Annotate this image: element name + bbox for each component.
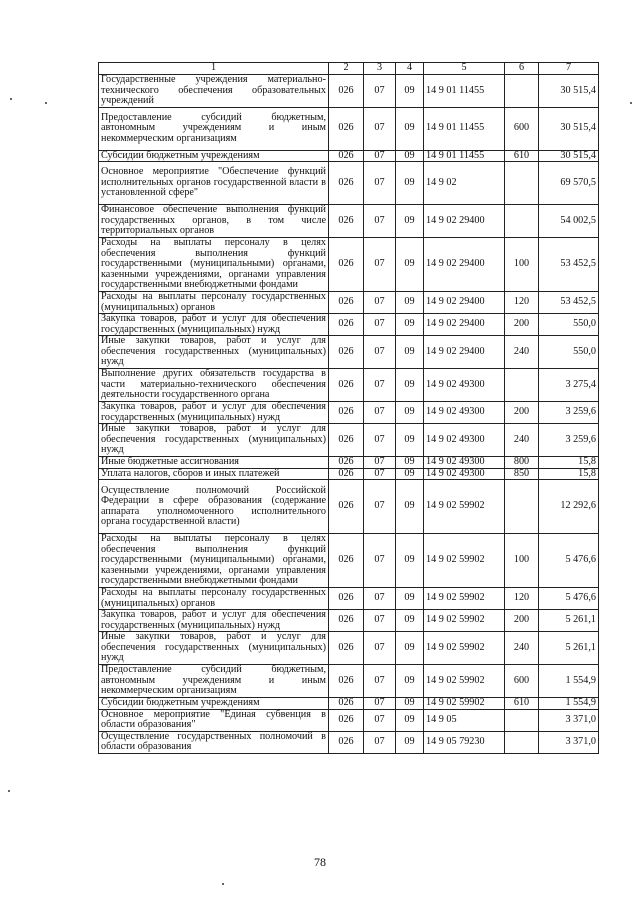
- ministry-code: 026: [329, 457, 364, 469]
- subsection-code: 09: [396, 314, 424, 336]
- row-description: Осуществление государственных полномочий в области образования: [99, 731, 329, 753]
- table-row: [99, 369, 599, 402]
- amount: 15,8: [539, 468, 599, 480]
- column-header: 6: [505, 63, 539, 75]
- row-description: Осуществление полномочий Российской Федерации в сфере образования (содержание аппарата уполномоченного исполнительного органа государственной власти): [99, 480, 329, 534]
- ministry-code: 026: [329, 731, 364, 753]
- table-row: [99, 292, 599, 314]
- table-row: [99, 731, 599, 753]
- expense-type-code: [505, 75, 539, 108]
- row-description: Расходы на выплаты персоналу в целях обеспечения выполнения функций государственными (муниципальными) органами, казенными учреждениями, органами управления государственными внебюджетными фондами: [99, 534, 329, 588]
- target-article-code: 14 9 01 11455: [424, 107, 505, 150]
- target-article-code: 14 9 02 29400: [424, 314, 505, 336]
- ministry-code: 026: [329, 610, 364, 632]
- column-header: 5: [424, 63, 505, 75]
- row-description: Закупка товаров, работ и услуг для обеспечения государственных (муниципальных) нужд: [99, 402, 329, 424]
- amount: 12 292,6: [539, 480, 599, 534]
- target-article-code: 14 9 02 49300: [424, 424, 505, 457]
- table-row: [99, 588, 599, 610]
- expense-type-code: [505, 205, 539, 238]
- section-code: 07: [364, 424, 396, 457]
- table-row: [99, 75, 599, 108]
- section-code: 07: [364, 75, 396, 108]
- page-number: 78: [314, 855, 326, 869]
- target-article-code: 14 9 01 11455: [424, 75, 505, 108]
- target-article-code: 14 9 02 29400: [424, 238, 505, 292]
- row-description: Закупка товаров, работ и услуг для обеспечения государственных (муниципальных) нужд: [99, 314, 329, 336]
- row-description: Уплата налогов, сборов и иных платежей: [99, 468, 329, 480]
- ministry-code: 026: [329, 314, 364, 336]
- section-code: 07: [364, 162, 396, 205]
- table-row: [99, 480, 599, 534]
- table-row: [99, 336, 599, 369]
- scan-speck: [630, 102, 632, 104]
- row-description: Расходы на выплаты персоналу государственных (муниципальных) органов: [99, 588, 329, 610]
- table-header-row: [99, 63, 599, 75]
- target-article-code: 14 9 02 59902: [424, 480, 505, 534]
- subsection-code: 09: [396, 238, 424, 292]
- subsection-code: 09: [396, 402, 424, 424]
- target-article-code: 14 9 05 79230: [424, 731, 505, 753]
- section-code: 07: [364, 534, 396, 588]
- ministry-code: 026: [329, 424, 364, 457]
- target-article-code: 14 9 02 59902: [424, 698, 505, 710]
- section-code: 07: [364, 588, 396, 610]
- subsection-code: 09: [396, 731, 424, 753]
- table-row: [99, 632, 599, 665]
- ministry-code: 026: [329, 632, 364, 665]
- ministry-code: 026: [329, 336, 364, 369]
- target-article-code: 14 9 02 59902: [424, 588, 505, 610]
- amount: 53 452,5: [539, 292, 599, 314]
- section-code: 07: [364, 731, 396, 753]
- subsection-code: 09: [396, 369, 424, 402]
- scan-speck: [222, 883, 224, 885]
- subsection-code: 09: [396, 424, 424, 457]
- ministry-code: 026: [329, 205, 364, 238]
- section-code: 07: [364, 632, 396, 665]
- amount: 5 261,1: [539, 632, 599, 665]
- target-article-code: 14 9 02 59902: [424, 610, 505, 632]
- section-code: 07: [364, 402, 396, 424]
- column-header: 2: [329, 63, 364, 75]
- subsection-code: 09: [396, 468, 424, 480]
- table-row: [99, 314, 599, 336]
- amount: 3 371,0: [539, 709, 599, 731]
- column-header: 7: [539, 63, 599, 75]
- ministry-code: 026: [329, 292, 364, 314]
- expense-type-code: [505, 369, 539, 402]
- subsection-code: 09: [396, 75, 424, 108]
- expense-type-code: 120: [505, 588, 539, 610]
- expense-type-code: [505, 731, 539, 753]
- target-article-code: 14 9 02 49300: [424, 369, 505, 402]
- row-description: Выполнение других обязательств государства в части материально-технического обеспечения деятельности государственного органа: [99, 369, 329, 402]
- target-article-code: 14 9 02: [424, 162, 505, 205]
- ministry-code: 026: [329, 698, 364, 710]
- subsection-code: 09: [396, 150, 424, 162]
- section-code: 07: [364, 457, 396, 469]
- section-code: 07: [364, 336, 396, 369]
- subsection-code: 09: [396, 336, 424, 369]
- row-description: Закупка товаров, работ и услуг для обеспечения государственных (муниципальных) нужд: [99, 610, 329, 632]
- expense-type-code: [505, 162, 539, 205]
- table-row: [99, 424, 599, 457]
- subsection-code: 09: [396, 698, 424, 710]
- expense-type-code: 850: [505, 468, 539, 480]
- table-body: [99, 75, 599, 754]
- amount: 53 452,5: [539, 238, 599, 292]
- subsection-code: 09: [396, 292, 424, 314]
- expense-type-code: 610: [505, 698, 539, 710]
- section-code: 07: [364, 314, 396, 336]
- row-description: Расходы на выплаты персоналу государственных (муниципальных) органов: [99, 292, 329, 314]
- ministry-code: 026: [329, 709, 364, 731]
- table-row: [99, 698, 599, 710]
- expense-type-code: 120: [505, 292, 539, 314]
- target-article-code: 14 9 01 11455: [424, 150, 505, 162]
- table-row: [99, 468, 599, 480]
- section-code: 07: [364, 468, 396, 480]
- target-article-code: 14 9 02 29400: [424, 205, 505, 238]
- row-description: Основное мероприятие "Обеспечение функций исполнительных органов государственной власти в установленной сфере": [99, 162, 329, 205]
- expense-type-code: 100: [505, 238, 539, 292]
- expense-type-code: 240: [505, 632, 539, 665]
- table-row: [99, 402, 599, 424]
- budget-table: [98, 62, 599, 754]
- ministry-code: 026: [329, 480, 364, 534]
- ministry-code: 026: [329, 162, 364, 205]
- table-row: [99, 150, 599, 162]
- amount: 550,0: [539, 314, 599, 336]
- ministry-code: 026: [329, 665, 364, 698]
- section-code: 07: [364, 107, 396, 150]
- expense-type-code: 100: [505, 534, 539, 588]
- table-row: [99, 610, 599, 632]
- subsection-code: 09: [396, 588, 424, 610]
- table-row: [99, 457, 599, 469]
- expense-type-code: [505, 709, 539, 731]
- amount: 30 515,4: [539, 150, 599, 162]
- ministry-code: 026: [329, 588, 364, 610]
- row-description: Иные бюджетные ассигнования: [99, 457, 329, 469]
- amount: 3 259,6: [539, 402, 599, 424]
- section-code: 07: [364, 238, 396, 292]
- table-row: [99, 205, 599, 238]
- table-row: [99, 709, 599, 731]
- expense-type-code: 240: [505, 424, 539, 457]
- amount: 69 570,5: [539, 162, 599, 205]
- section-code: 07: [364, 480, 396, 534]
- amount: 5 476,6: [539, 534, 599, 588]
- ministry-code: 026: [329, 468, 364, 480]
- table-row: [99, 534, 599, 588]
- amount: 1 554,9: [539, 698, 599, 710]
- subsection-code: 09: [396, 457, 424, 469]
- expense-type-code: 600: [505, 665, 539, 698]
- amount: 3 371,0: [539, 731, 599, 753]
- target-article-code: 14 9 02 49300: [424, 468, 505, 480]
- expense-type-code: 200: [505, 402, 539, 424]
- amount: 3 275,4: [539, 369, 599, 402]
- target-article-code: 14 9 02 29400: [424, 336, 505, 369]
- target-article-code: 14 9 02 49300: [424, 457, 505, 469]
- expense-type-code: 200: [505, 610, 539, 632]
- ministry-code: 026: [329, 238, 364, 292]
- table-row: [99, 665, 599, 698]
- section-code: 07: [364, 665, 396, 698]
- ministry-code: 026: [329, 75, 364, 108]
- section-code: 07: [364, 610, 396, 632]
- subsection-code: 09: [396, 205, 424, 238]
- row-description: Субсидии бюджетным учреждениям: [99, 150, 329, 162]
- amount: 550,0: [539, 336, 599, 369]
- row-description: Основное мероприятие "Единая субвенция в области образования": [99, 709, 329, 731]
- row-description: Расходы на выплаты персоналу в целях обеспечения выполнения функций государственными (муниципальными) органами, казенными учреждениями, органами управления государственными внебюджетными фондами: [99, 238, 329, 292]
- target-article-code: 14 9 05: [424, 709, 505, 731]
- row-description: Предоставление субсидий бюджетным, автономным учреждениям и иным некоммерческим организациям: [99, 107, 329, 150]
- amount: 3 259,6: [539, 424, 599, 457]
- subsection-code: 09: [396, 709, 424, 731]
- target-article-code: 14 9 02 49300: [424, 402, 505, 424]
- amount: 15,8: [539, 457, 599, 469]
- subsection-code: 09: [396, 107, 424, 150]
- subsection-code: 09: [396, 480, 424, 534]
- amount: 30 515,4: [539, 75, 599, 108]
- row-description: Иные закупки товаров, работ и услуг для обеспечения государственных (муниципальных) нужд: [99, 336, 329, 369]
- expense-type-code: 240: [505, 336, 539, 369]
- expense-type-code: 600: [505, 107, 539, 150]
- expense-type-code: 200: [505, 314, 539, 336]
- amount: 5 476,6: [539, 588, 599, 610]
- target-article-code: 14 9 02 59902: [424, 665, 505, 698]
- amount: 54 002,5: [539, 205, 599, 238]
- subsection-code: 09: [396, 610, 424, 632]
- section-code: 07: [364, 292, 396, 314]
- expense-type-code: [505, 480, 539, 534]
- section-code: 07: [364, 369, 396, 402]
- ministry-code: 026: [329, 369, 364, 402]
- target-article-code: 14 9 02 29400: [424, 292, 505, 314]
- target-article-code: 14 9 02 59902: [424, 534, 505, 588]
- subsection-code: 09: [396, 162, 424, 205]
- expense-type-code: 800: [505, 457, 539, 469]
- section-code: 07: [364, 205, 396, 238]
- row-description: Иные закупки товаров, работ и услуг для обеспечения государственных (муниципальных) нужд: [99, 632, 329, 665]
- ministry-code: 026: [329, 107, 364, 150]
- column-header: 4: [396, 63, 424, 75]
- scan-speck: [10, 98, 12, 100]
- ministry-code: 026: [329, 150, 364, 162]
- section-code: 07: [364, 150, 396, 162]
- target-article-code: 14 9 02 59902: [424, 632, 505, 665]
- section-code: 07: [364, 698, 396, 710]
- column-header: 3: [364, 63, 396, 75]
- row-description: Предоставление субсидий бюджетным, автономным учреждениям и иным некоммерческим организациям: [99, 665, 329, 698]
- amount: 5 261,1: [539, 610, 599, 632]
- column-header: 1: [99, 63, 329, 75]
- scan-speck: [8, 790, 10, 792]
- subsection-code: 09: [396, 534, 424, 588]
- table-row: [99, 107, 599, 150]
- row-description: Государственные учреждения материально-технического обеспечения образовательных учреждений: [99, 75, 329, 108]
- subsection-code: 09: [396, 665, 424, 698]
- scan-speck: [45, 102, 47, 104]
- ministry-code: 026: [329, 402, 364, 424]
- row-description: Иные закупки товаров, работ и услуг для обеспечения государственных (муниципальных) нужд: [99, 424, 329, 457]
- ministry-code: 026: [329, 534, 364, 588]
- section-code: 07: [364, 709, 396, 731]
- subsection-code: 09: [396, 632, 424, 665]
- row-description: Финансовое обеспечение выполнения функций государственных органов, в том числе территориальных органов: [99, 205, 329, 238]
- table-row: [99, 162, 599, 205]
- expense-type-code: 610: [505, 150, 539, 162]
- row-description: Субсидии бюджетным учреждениям: [99, 698, 329, 710]
- amount: 1 554,9: [539, 665, 599, 698]
- table-row: [99, 238, 599, 292]
- amount: 30 515,4: [539, 107, 599, 150]
